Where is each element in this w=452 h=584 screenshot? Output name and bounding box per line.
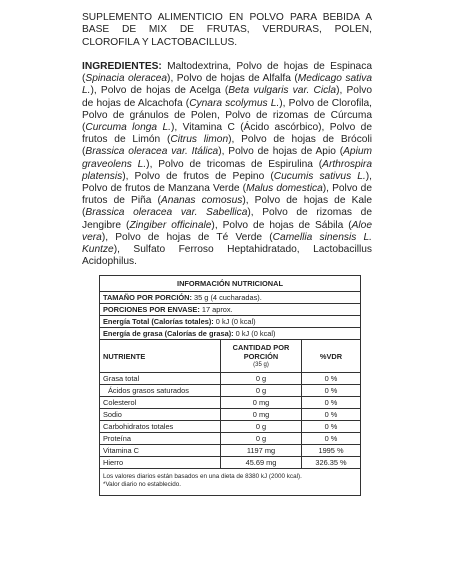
footnote-not-established: *Valor diario no establecido. (103, 481, 181, 488)
serving-size-value: 35 g (4 cucharadas). (191, 293, 262, 302)
table-row (100, 373, 361, 385)
nutrient-name: Vitamina C (100, 445, 221, 457)
nutrient-name: Proteína (100, 433, 221, 445)
nutrition-table (99, 275, 361, 496)
table-row (100, 421, 361, 433)
ingredients-list (82, 61, 372, 267)
servings-per-container-label: PORCIONES POR ENVASE: (103, 305, 200, 314)
nutrient-amount: 0 g (221, 373, 302, 385)
nutrient-amount: 0 g (221, 433, 302, 445)
ingredient-scientific-name: Cynara scolymus L. (189, 97, 280, 109)
nutrient-amount: 1197 mg (221, 445, 302, 457)
ingredient-scientific-name: Brassica oleracea var. Itálica (85, 146, 219, 158)
nutrient-amount: 0 g (221, 385, 302, 397)
ingredient-text: ), Vitamina C (Ácido ascórbico), Polvo de frutos de Limón ( (82, 121, 372, 146)
ingredient-scientific-name: Cucumis sativus L. (273, 170, 366, 182)
table-row (100, 433, 361, 445)
ingredient-scientific-name: Aloe vera (82, 219, 373, 243)
footnote (100, 469, 361, 496)
ingredient-text: ), Polvo de frutos de Piña ( (82, 182, 372, 207)
table-row (100, 397, 361, 409)
ingredient-text: ), Polvo de frutos de Manzana Verde ( (82, 170, 372, 194)
ingredient-text: Maltodextrina, Polvo de hojas de Espinaca ( (82, 60, 372, 85)
nutrient-amount: 45.69 mg (221, 457, 302, 469)
ingredient-scientific-name: Curcuma longa L. (85, 121, 171, 133)
nutrient-amount: 0 mg (221, 409, 302, 421)
ingredient-scientific-name: Brassica oleracea var. Sabellica (85, 207, 248, 219)
ingredient-text: ), Polvo de tricomas de Espirulina ( (146, 158, 323, 170)
ingredient-scientific-name: Apium graveolens L. (82, 146, 372, 170)
ingredient-text: ), Polvo de hojas de Apio ( (218, 146, 344, 158)
ingredients-paragraph (82, 61, 372, 268)
column-header-amount-label: CANTIDAD POR PORCIÓN (232, 342, 290, 361)
table-row (100, 385, 361, 397)
ingredient-text: ), Polvo de hojas de Alfalfa ( (167, 73, 298, 85)
nutrient-vdr: 326.35 % (302, 457, 361, 469)
nutrient-name: Hierro (100, 457, 221, 469)
ingredient-text: ), Polvo de hojas de Té Verde ( (101, 231, 273, 243)
nutrition-table-title: INFORMACIÓN NUTRICIONAL (100, 276, 361, 292)
table-row (100, 457, 361, 469)
nutrient-vdr: 0 % (302, 373, 361, 385)
ingredient-scientific-name: Zingiber officinale (129, 219, 212, 231)
ingredient-scientific-name: Ananas comosus (160, 195, 243, 207)
nutrient-vdr: 1995 % (302, 445, 361, 457)
ingredient-scientific-name: Medicago sativa L. (82, 73, 372, 97)
product-description: SUPLEMENTO ALIMENTICIO EN POLVO PARA BEBIDA A BASE DE MIX DE FRUTAS, VERDURAS, POLEN, CLOROFILA Y LACTOBACILLUS. (82, 12, 372, 48)
nutrient-name: Grasa total (100, 373, 221, 385)
nutrient-name: Ácidos grasos saturados (100, 385, 221, 397)
nutrient-vdr: 0 % (302, 397, 361, 409)
ingredient-scientific-name: Citrus limon (170, 134, 229, 146)
nutrient-vdr: 0 % (302, 421, 361, 433)
ingredient-text: ), Polvo de hojas de Brócoli ( (82, 134, 372, 158)
ingredient-text: ), Polvo de rizomas de Jengibre ( (82, 207, 372, 231)
ingredient-scientific-name: Camellia sinensis L. Kuntze (82, 231, 373, 255)
column-header-vdr: %VDR (302, 340, 361, 373)
ingredient-scientific-name: Spinacia oleracea (85, 73, 168, 85)
energy-fat-value: 0 kJ (0 kcal) (233, 329, 276, 338)
ingredient-scientific-name: Arthrospira platensis (82, 158, 372, 182)
ingredient-text: ), Sulfato Ferroso Heptahidratado, Lactobacillus Acidophilus. (82, 243, 372, 268)
ingredient-scientific-name: Beta vulgaris var. Cicla (228, 85, 337, 97)
ingredient-text: ), Polvo de hojas de Alcachofa ( (82, 85, 372, 109)
nutrient-name: Colesterol (100, 397, 221, 409)
serving-size-row (100, 292, 361, 304)
nutrient-name: Carbohidratos totales (100, 421, 221, 433)
column-header-nutrient: NUTRIENTE (100, 340, 221, 373)
column-header-amount (221, 340, 302, 373)
energy-total-row (100, 316, 361, 328)
nutrient-amount: 0 mg (221, 397, 302, 409)
table-row (100, 445, 361, 457)
servings-per-container-value: 17 aprox. (199, 305, 233, 314)
serving-size-label: TAMAÑO POR PORCIÓN: (103, 293, 192, 302)
ingredient-text: ), Polvo de hojas de Kale ( (82, 195, 372, 219)
nutrient-name: Sodio (100, 409, 221, 421)
energy-total-label: Energía Total (Calorías totales): (103, 317, 214, 326)
energy-fat-row (100, 328, 361, 340)
ingredient-scientific-name: Malus domestica (246, 182, 323, 194)
nutrient-vdr: 0 % (302, 409, 361, 421)
nutrient-vdr: 0 % (302, 385, 361, 397)
column-header-row (100, 340, 361, 373)
ingredient-text: ), Polvo de Clorofila, Polvo de gránulos de Polen, Polvo de rizomas de Cúrcuma ( (82, 97, 372, 133)
ingredient-text: ), Polvo de frutos de Pepino ( (122, 170, 274, 182)
ingredient-text: ), Polvo de hojas de Acelga ( (90, 85, 229, 97)
footnote-daily-values: Los valores diarios están basados en una dieta de 8380 kJ (2000 kcal). (103, 473, 302, 480)
servings-per-container-row (100, 304, 361, 316)
nutrient-amount: 0 g (221, 421, 302, 433)
energy-fat-label: Energía de grasa (Calorías de grasa): (103, 329, 234, 338)
nutrient-vdr: 0 % (302, 433, 361, 445)
ingredient-text: ), Polvo de hojas de Sábila ( (211, 219, 352, 231)
column-header-amount-sub: (35 g) (253, 361, 269, 368)
table-row (100, 409, 361, 421)
energy-total-value: 0 kJ (0 kcal) (213, 317, 256, 326)
label-text-block (82, 12, 372, 268)
ingredients-label: INGREDIENTES: (82, 60, 162, 72)
